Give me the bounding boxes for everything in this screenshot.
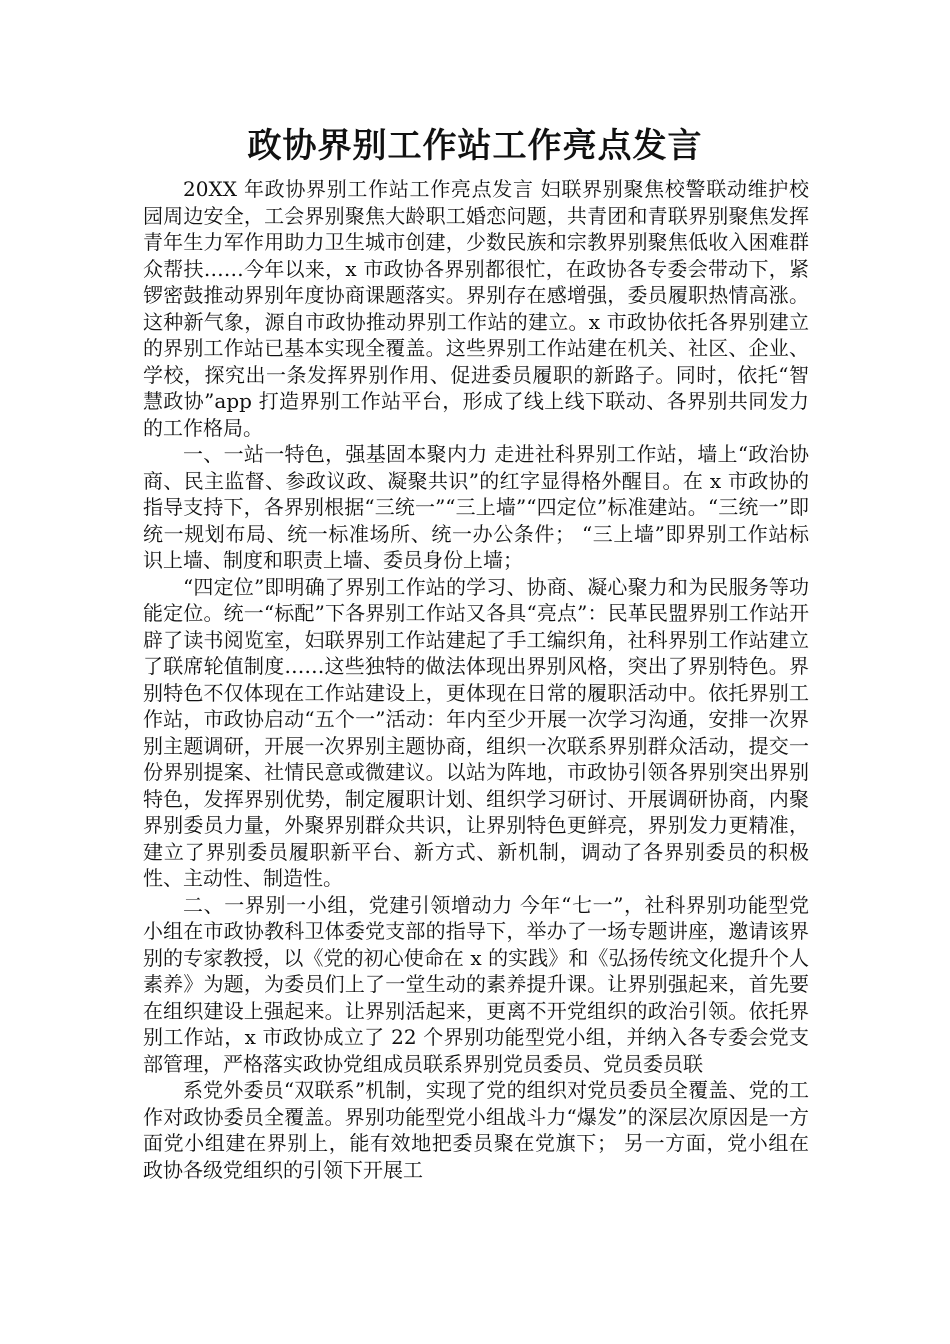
document-title: 政协界别工作站工作亮点发言 [247, 126, 703, 166]
paragraph-double-contact: 系党外委员“双联系”机制，实现了党的组织对党员委员全覆盖、党的工作对政协委员全覆盖。界别功能型党小组战斗力“爆发”的深层次原因是一方面党小组建在界别上，能有效地把委员聚在党旗下； 另一方面，党小组在政协各级党组织的引领下开展工 [143, 1078, 809, 1182]
paragraph-section-one: 一、一站一特色，强基固本聚内力 走进社科界别工作站，墙上“政治协商、民主监督、参政议政、凝聚共识”的红字显得格外醒目。在 x 市政协的指导支持下，各界别根据“三统一”“三上墙”“四定位”标准建站。“三统一”即统一规划布局、统一标准场所、统一办公条件； “三上墙”即界别工作站标识上墙、制度和职责上墙、委员身份上墙； [143, 442, 809, 572]
paragraph-intro: 20XX 年政协界别工作站工作亮点发言 妇联界别聚焦校警联动维护校园周边安全，工会界别聚焦大龄职工婚恋问题，共青团和青联界别聚焦发挥青年生力军作用助力卫生城市创建，少数民族和宗教界别聚焦低收入困难群众帮扶……今年以来，x 市政协各界别都很忙，在政协各专委会带动下，紧锣密鼓推动界别年度协商课题落实。界别存在感增强，委员履职热情高涨。这种新气象，源自市政协推动界别工作站的建立。x 市政协依托各界别建立的界别工作站已基本实现全覆盖。这些界别工作站建在机关、社区、企业、学校，探究出一条发挥界别作用、促进委员履职的新路子。同时，依托“智慧政协”app 打造界别工作站平台，形成了线上线下联动、各界别共同发力的工作格局。 [143, 177, 809, 440]
document-body [143, 176, 809, 1183]
paragraph-section-two: 二、一界别一小组，党建引领增动力 今年“七一”，社科界别功能型党小组在市政协教科卫体委党支部的指导下，举办了一场专题讲座，邀请该界别的专家教授，以《党的初心使命在 x 的实践》和《弘扬传统文化提升个人素养》为题，为委员们上了一堂生动的素养提升课。让界别强起来，首先要在组织建设上强起来。让界别活起来，更离不开党组织的政治引领。依托界别工作站，x 市政协成立了 22 个界别功能型党小组，并纳入各专委会党支部管理，严格落实政协党组成员联系界别党员委员、党员委员联 [143, 892, 809, 1076]
paragraph-four-positions: “四定位”即明确了界别工作站的学习、协商、凝心聚力和为民服务等功能定位。统一“标配”下各界别工作站又各具“亮点”：民革民盟界别工作站开辟了读书阅览室，妇联界别工作站建起了手工编织角，社科界别工作站建立了联席轮值制度……这些独特的做法体现出界别风格，突出了界别特色。界别特色不仅体现在工作站建设上，更体现在日常的履职活动中。依托界别工作站，市政协启动“五个一”活动：年内至少开展一次学习沟通，安排一次界别主题调研，开展一次界别主题协商，组织一次联系界别群众活动，提交一份界别提案、社情民意或微建议。以站为阵地，市政协引领各界别突出界别特色，发挥界别优势，制定履职计划、组织学习研讨、开展调研协商，内聚界别委员力量，外聚界别群众共识，让界别特色更鲜亮，界别发力更精准，建立了界别委员履职新平台、新方式、新机制，调动了各界别委员的积极性、主动性、制造性。 [143, 574, 809, 890]
